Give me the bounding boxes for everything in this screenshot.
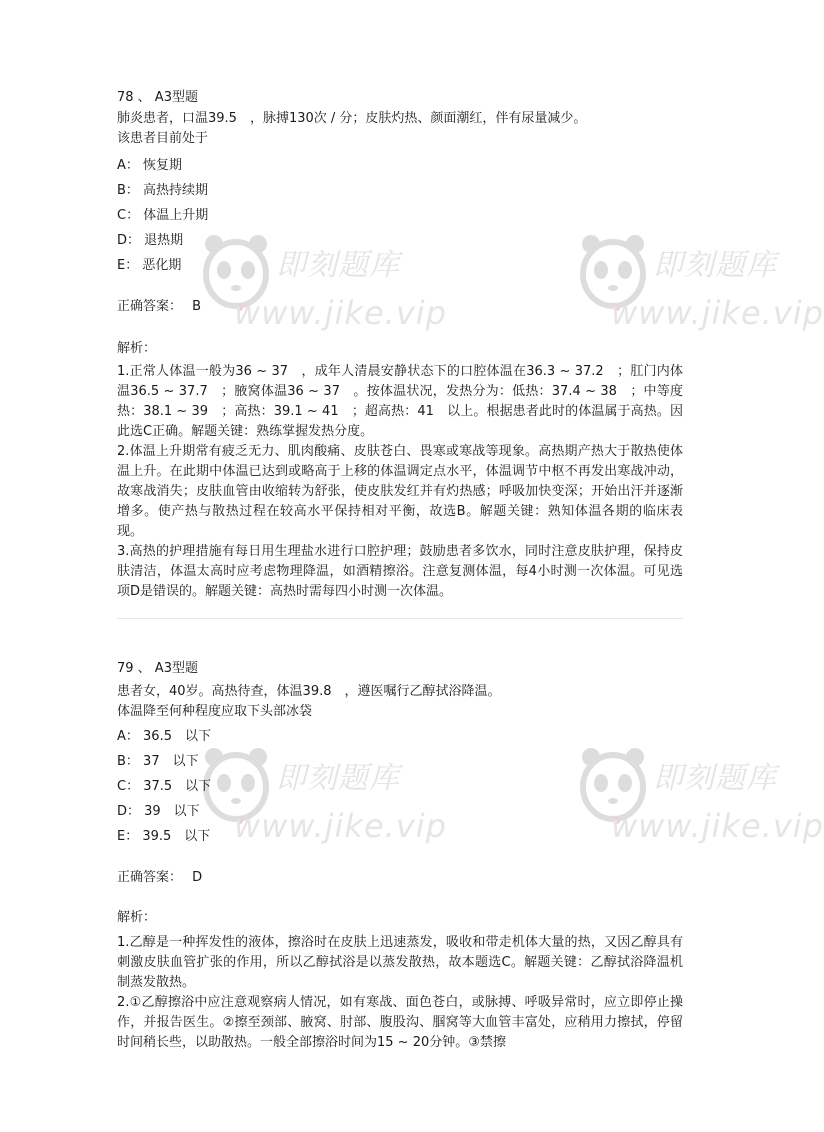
question-header: 79 、 A3型题 xyxy=(117,661,198,676)
analysis-paragraph: 2.体温上升期常有疲乏无力、肌肉酸痛、皮肤苍白、畏寒或寒战等现象。高热期产热大于散热使体温上升。在此期中体温已达到或略高于上移的体温调定点水平，体温调节中枢不再发出寒战冲动，故寒战消失；皮肤血管由收缩转为舒张，使皮肤发红并有灼热感；呼吸加快变深；开始出汗并逐渐增多。使产热与散热过程在较高水平保持相对平衡，故选B。解题关键：熟知体温各期的临床表现。 xyxy=(117,444,683,539)
watermark-brand: 即刻题库 xyxy=(276,761,400,796)
watermark-url: www.jike.vip xyxy=(611,807,824,845)
question-stem: 肺炎患者，口温39.5 ，脉搏130次 / 分；皮肤灼热、颜面潮红，伴有尿量减少。 xyxy=(117,111,587,126)
analysis-label: 解析： xyxy=(117,910,157,925)
answer-value: B xyxy=(192,299,202,314)
option-item: C： 37.5 以下 xyxy=(117,779,212,794)
watermark-brand: 即刻题库 xyxy=(653,248,777,283)
option-item: A： 恢复期 xyxy=(117,158,183,173)
answer-value: D xyxy=(192,870,203,885)
answer-label: 正确答案： xyxy=(117,870,183,885)
question-divider xyxy=(117,618,683,619)
analysis-paragraph: 2.①乙醇擦浴中应注意观察病人情况，如有寒战、面色苍白，或脉搏、呼吸异常时，应立即停止操作，并报告医生。②擦至颈部、腋窝、肘部、腹股沟、腘窝等大血管丰富处，应稍用力擦拭，停留时间稍长些，以助散热。一般全部擦浴时间为15 ~ 20分钟。③禁擦 xyxy=(117,995,683,1050)
option-item: D： 退热期 xyxy=(117,233,184,248)
watermark xyxy=(577,232,824,342)
option-item: E： 恶化期 xyxy=(117,258,182,273)
watermark-url: www.jike.vip xyxy=(234,807,447,845)
watermark xyxy=(200,232,447,342)
answer-row xyxy=(117,868,202,888)
watermark xyxy=(200,745,447,855)
question-header: 78 、 A3型题 xyxy=(117,90,198,105)
analysis-label: 解析： xyxy=(117,341,157,356)
watermark-brand: 即刻题库 xyxy=(653,761,777,796)
watermark-url: www.jike.vip xyxy=(234,294,447,332)
question-prompt: 该患者目前处于 xyxy=(117,131,209,146)
watermark-url: www.jike.vip xyxy=(611,294,824,332)
answer-row xyxy=(117,297,201,317)
analysis-paragraph: 3.高热的护理措施有每日用生理盐水进行口腔护理；鼓励患者多饮水，同时注意皮肤护理，保持皮肤清洁，体温太高时应考虑物理降温，如酒精擦浴。注意复测体温，每4小时测一次体温。可见选项D是错误的。解题关键：高热时需每四小时测一次体温。 xyxy=(117,544,683,599)
watermark-brand: 即刻题库 xyxy=(276,248,400,283)
watermark xyxy=(577,745,824,855)
option-item: B： 高热持续期 xyxy=(117,183,209,198)
answer-label: 正确答案： xyxy=(117,299,183,314)
option-item: B： 37 以下 xyxy=(117,754,199,769)
analysis-paragraph: 1.正常人体温一般为36 ~ 37 ，成年人清晨安静状态下的口腔体温在36.3 ~ 37.2 ；肛门内体温36.5 ~ 37.7 ；腋窝体温36 ~ 37 。按体温状况，发热分为：低热：37.4 ~ 38 ；中等度热：38.1 ~ 39 ；高热：39.1 ~ 41 ；超高热：41 以上。根据患者此时的体温属于高热。因此选C正确。解题关键：熟练掌握发热分度。 xyxy=(117,364,683,439)
question-prompt: 体温降至何种程度应取下头部冰袋 xyxy=(117,704,313,719)
option-item: A： 36.5 以下 xyxy=(117,729,211,744)
option-item: D： 39 以下 xyxy=(117,804,200,819)
question-stem: 患者女，40岁。高热待查，体温39.8 ，遵医嘱行乙醇拭浴降温。 xyxy=(117,684,501,699)
option-item: E： 39.5 以下 xyxy=(117,829,211,844)
analysis-paragraph: 1.乙醇是一种挥发性的液体，擦浴时在皮肤上迅速蒸发，吸收和带走机体大量的热，又因乙醇具有刺激皮肤血管扩张的作用，所以乙醇拭浴是以蒸发散热，故本题选C。解题关键：乙醇拭浴降温机制蒸发散热。 xyxy=(117,935,683,990)
option-item: C： 体温上升期 xyxy=(117,208,209,223)
